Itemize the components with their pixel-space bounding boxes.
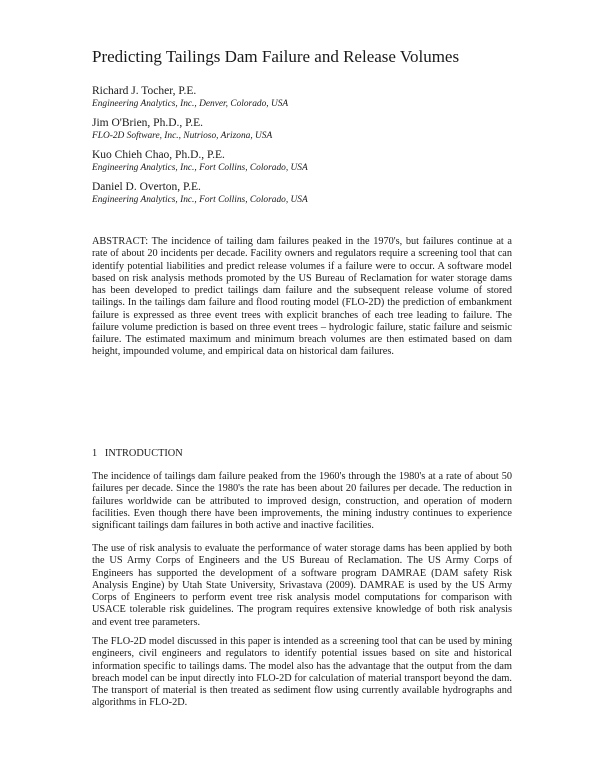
section-heading xyxy=(92,447,183,460)
author-affiliation: Engineering Analytics, Inc., Fort Collins, Colorado, USA xyxy=(92,195,308,205)
body-paragraph: The incidence of tailings dam failure peaked from the 1960's through the 1980's at a rate of about 50 failures per decade. Since the 1980's the rate has been about 20 failures per decade. The reduction in failures worldwide can be attributed to improved design, construction, and operation of modern facilities. Even though there have been improvements, the mining industry continues to experience significant tailings dam failures in both active and inactive facilities. xyxy=(92,471,512,531)
author-block xyxy=(92,116,532,142)
author-name: Richard J. Tocher, P.E. xyxy=(92,85,197,97)
body-paragraph: The FLO-2D model discussed in this paper is intended as a screening tool that can be used by mining engineers, civil engineers and regulators to identify potential issues based on site and historical information specific to tailings dams. The model also has the advantage that the output from the dam breach model can be input directly into FLO-2D for calculation of material transport beyond the dam. The transport of material is then treated as sediment flow using currently available hydrographs and algorithms in FLO-2D. xyxy=(92,636,512,709)
author-name: Daniel D. Overton, P.E. xyxy=(92,181,201,193)
abstract: ABSTRACT: The incidence of tailing dam failures peaked in the 1970's, but failures continue at a rate of about 20 incidents per decade. Facility owners and regulators require a screening tool that can identify potential liabilities and predict release volumes if a failure were to occur. A software model based on risk analysis methods promoted by the US Bureau of Reclamation for water storage dams has been developed to predict tailings dam failure and the subsequent release volume of stored tailings. In the tailings dam failure and flood routing model (FLO-2D) the prediction of embankment failure is expressed as three event trees with explicit branches of each tree leading to failure. The failure volume prediction is based on three event trees – hydrologic failure, static failure and seismic failure. The estimated maximum and minimum breach volumes are then estimated based on dam height, impounded volume, and empirical data on historical dam failures. xyxy=(92,236,512,358)
author-name: Kuo Chieh Chao, Ph.D., P.E. xyxy=(92,149,225,161)
author-name: Jim O'Brien, Ph.D., P.E. xyxy=(92,117,204,129)
section-title: INTRODUCTION xyxy=(104,448,183,459)
author-block xyxy=(92,84,532,110)
author-affiliation: Engineering Analytics, Inc., Denver, Colorado, USA xyxy=(92,99,289,109)
section-number: 1 xyxy=(92,448,98,459)
author-block xyxy=(92,148,532,174)
author-affiliation: FLO-2D Software, Inc., Nutrioso, Arizona, USA xyxy=(92,131,273,141)
author-list xyxy=(92,84,532,212)
author-affiliation: Engineering Analytics, Inc., Fort Collins, Colorado, USA xyxy=(92,163,308,173)
author-block xyxy=(92,180,532,206)
body-paragraph: The use of risk analysis to evaluate the performance of water storage dams has been applied by both the US Army Corps of Engineers and the US Bureau of Reclamation. The US Army Corps of Engineers has supported the development of a software program DAMRAE (DAM safety Risk Analysis Engine) by Utah State University, Srivastava (2009). DAMRAE is used by the US Army Corps of Engineers to perform event tree risk analysis model computations for comparison with USACE tolerable risk guidelines. The program requires extensive knowledge of both risk analysis and event tree parameters. xyxy=(92,543,512,628)
paper-title: Predicting Tailings Dam Failure and Release Volumes xyxy=(92,47,460,66)
